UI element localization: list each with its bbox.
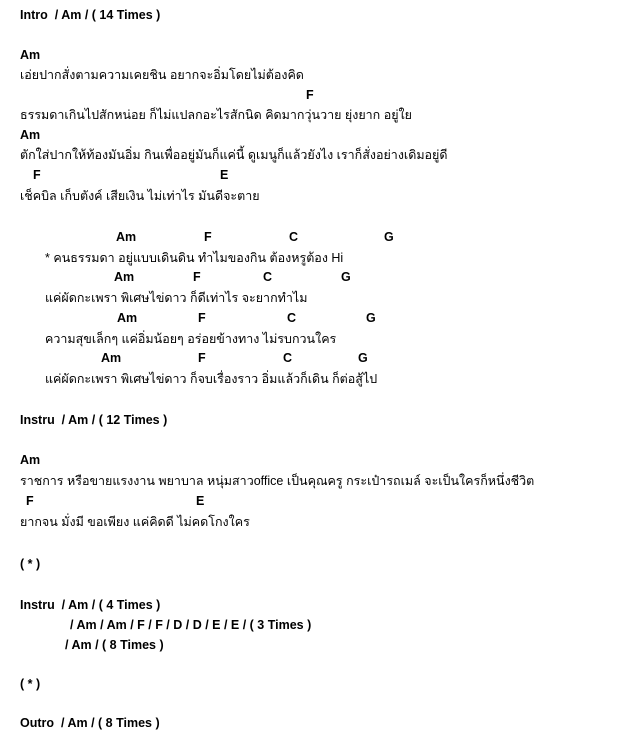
- chord: F: [198, 311, 206, 325]
- lyric-line: แค่ผัดกะเพรา พิเศษไข่ดาว ก็จบเรื่องราว อิ่มแล้วก็เดิน ก็ต่อสู้ไป: [45, 372, 378, 386]
- lyric-line: * คนธรรมดา อยู่แบบเดินดิน ทำไมของกิน ต้องหรูต้อง Hi: [45, 251, 344, 265]
- lyric-line: ราชการ หรือขายแรงงาน พยาบาล หนุ่มสาวoffice เป็นคุณครู กระเป๋ารถเมล์ จะเป็นใครก็หนึ่งชีวิต: [20, 474, 535, 488]
- chord: F: [306, 88, 314, 102]
- chord: Am: [114, 270, 135, 284]
- lyric-line: ยากจน มั่งมี ขอเพียง แค่คิดดี ไม่คดโกงใคร: [20, 515, 250, 529]
- chord: G: [358, 351, 368, 365]
- instru-line: Instru / Am / ( 12 Times ): [20, 413, 168, 427]
- lyric-line: ธรรมดาเกินไปสักหน่อย ก็ไม่แปลกอะไรสักนิด คิดมากวุ่นวาย ยุ่งยาก อยู่ใย: [20, 108, 412, 122]
- chord: G: [341, 270, 351, 284]
- chord: C: [287, 311, 297, 325]
- lyric-line: เช็คบิล เก็บตังค์ เสียเงิน ไม่เท่าไร มันดีจะตาย: [20, 189, 260, 203]
- chord: E: [220, 168, 229, 182]
- chord: Am: [20, 453, 41, 467]
- outro-line: Outro / Am / ( 8 Times ): [20, 716, 160, 730]
- lyric-line: เอ่ยปากสั่งตามความเคยชิน อยากจะอิ่มโดยไม่ต้องคิด: [20, 68, 304, 82]
- chord: C: [289, 230, 299, 244]
- lyric-line: ความสุขเล็กๆ แค่อิ่มน้อยๆ อร่อยข้างทาง ไม่รบกวนใคร: [45, 332, 337, 346]
- chord: F: [33, 168, 41, 182]
- chord: Am: [20, 48, 41, 62]
- intro-line: Intro / Am / ( 14 Times ): [20, 8, 161, 22]
- chord: E: [196, 494, 205, 508]
- repeat-marker: ( * ): [20, 677, 41, 691]
- chord: G: [384, 230, 394, 244]
- chord: C: [283, 351, 293, 365]
- chord: Am: [116, 230, 137, 244]
- instru-line: / Am / Am / F / F / D / D / E / E / ( 3 Times ): [70, 618, 312, 632]
- repeat-marker: ( * ): [20, 557, 41, 571]
- chord: Am: [117, 311, 138, 325]
- chord: Am: [20, 128, 41, 142]
- instru-line: Instru / Am / ( 4 Times ): [20, 598, 161, 612]
- chord: F: [204, 230, 212, 244]
- chord: F: [193, 270, 201, 284]
- instru-line: / Am / ( 8 Times ): [65, 638, 164, 652]
- lyric-line: แค่ผัดกะเพรา พิเศษไข่ดาว ก็ดีเท่าไร จะยากทำไม: [45, 291, 308, 305]
- lyric-line: ตักใส่ปากให้ท้องมันอิ่ม กินเพื่ออยู่มันก็แค่นี้ ดูเมนูก็แล้วยังไง เราก็สั่งอย่างเดิมอยู่ดี: [20, 148, 448, 162]
- chord: F: [26, 494, 34, 508]
- chord: F: [198, 351, 206, 365]
- chord: C: [263, 270, 273, 284]
- chord: Am: [101, 351, 122, 365]
- chord: G: [366, 311, 376, 325]
